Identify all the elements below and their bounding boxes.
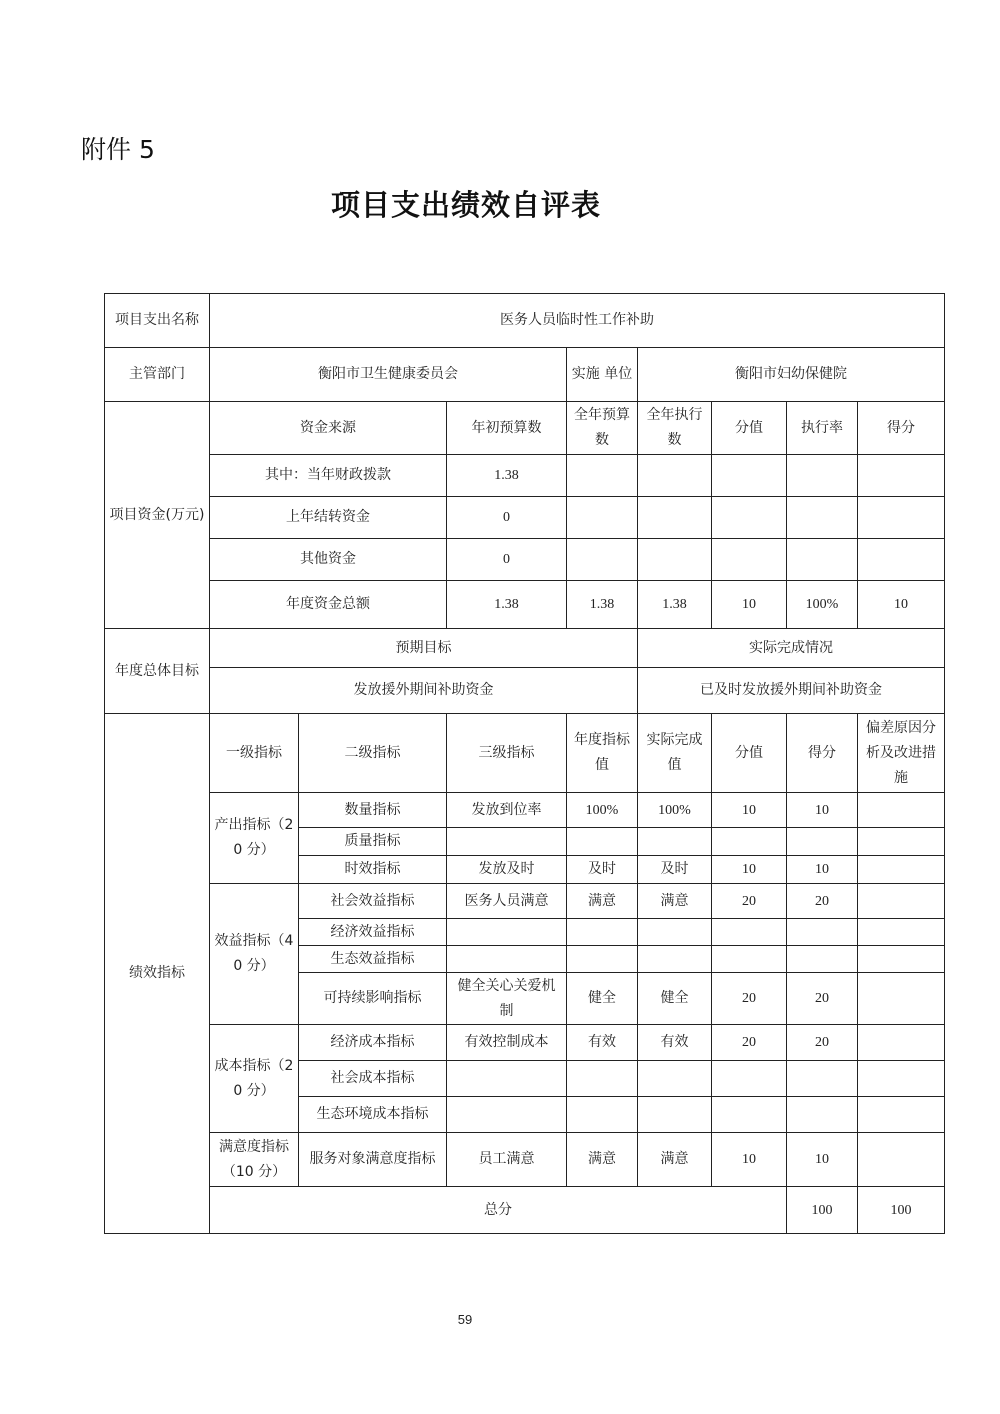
attachment-label: 附件 5 [81,135,155,164]
indicator-row [105,793,945,828]
funds-executed [638,539,712,581]
indicator-score [787,919,858,946]
indicator-actual [638,828,712,856]
funds-executed [638,497,712,539]
funds-score-value [712,455,787,497]
indicator-level2: 数量指标 [299,793,447,828]
indicator-score-value: 20 [712,973,787,1025]
implementing-unit-label: 实施 单位 [567,348,638,402]
funds-row [105,497,945,539]
indicator-target [567,946,638,973]
indicator-target: 100% [567,793,638,828]
indicator-score-value: 20 [712,1025,787,1061]
indicator-deviation [858,1097,945,1133]
funds-budget-full [567,539,638,581]
indicator-level3: 健全关心关爱机制 [447,973,567,1025]
funds-label: 项目资金(万元) [105,402,210,629]
funds-source: 其他资金 [210,539,447,581]
funds-exec-rate [787,455,858,497]
funds-budget-full [567,455,638,497]
indicator-actual [638,1061,712,1097]
indicator-level2: 服务对象满意度指标 [299,1133,447,1187]
indicator-score-value [712,946,787,973]
funds-row [105,539,945,581]
self-evaluation-table [104,293,945,1234]
indicator-level3: 医务人员满意 [447,884,567,919]
indicator-level2: 社会效益指标 [299,884,447,919]
indicator-score-value [712,919,787,946]
funds-score [858,539,945,581]
indicator-target [567,828,638,856]
indicator-score [787,946,858,973]
indicator-score-value [712,1097,787,1133]
funds-source: 其中：当年财政拨款 [210,455,447,497]
total-score: 100 [858,1187,945,1234]
indicator-level3 [447,946,567,973]
indicator-score-value [712,828,787,856]
funds-header-source: 资金来源 [210,402,447,455]
indicator-header-row [105,714,945,793]
indicator-score: 20 [787,1025,858,1061]
header-annual-target: 年度指标值 [567,714,638,793]
indicator-actual: 健全 [638,973,712,1025]
funds-budget-start: 0 [447,497,567,539]
indicator-deviation [858,856,945,884]
indicator-actual [638,946,712,973]
header-score: 得分 [787,714,858,793]
funds-score-value [712,539,787,581]
indicator-score-value: 20 [712,884,787,919]
indicator-level2: 可持续影响指标 [299,973,447,1025]
indicator-group-label: 成本指标（20 分） [210,1025,299,1133]
funds-row [105,455,945,497]
performance-label: 绩效指标 [105,714,210,1234]
indicator-actual: 有效 [638,1025,712,1061]
funds-budget-full: 1.38 [567,581,638,629]
indicator-level2: 社会成本指标 [299,1061,447,1097]
indicator-row [105,1025,945,1061]
total-score-value: 100 [787,1187,858,1234]
indicator-level3 [447,1061,567,1097]
funds-score [858,455,945,497]
header-score-value: 分值 [712,714,787,793]
indicator-score: 10 [787,856,858,884]
indicator-level3: 员工满意 [447,1133,567,1187]
indicator-level3 [447,919,567,946]
funds-exec-rate [787,539,858,581]
funds-score: 10 [858,581,945,629]
indicator-target [567,1061,638,1097]
indicator-score: 20 [787,973,858,1025]
funds-header-score: 得分 [858,402,945,455]
implementing-unit-value: 衡阳市妇幼保健院 [638,348,945,402]
funds-header-exec-rate: 执行率 [787,402,858,455]
indicator-level2: 质量指标 [299,828,447,856]
indicator-level2: 时效指标 [299,856,447,884]
indicator-deviation [858,1025,945,1061]
indicator-score-value [712,1061,787,1097]
funds-budget-start: 1.38 [447,581,567,629]
department-row [105,348,945,402]
indicator-deviation [858,884,945,919]
indicator-group-label: 效益指标（40 分） [210,884,299,1025]
indicator-group-label: 满意度指标（10 分） [210,1133,299,1187]
header-actual-value: 实际完成值 [638,714,712,793]
department-label: 主管部门 [105,348,210,402]
indicator-level3 [447,828,567,856]
indicator-score [787,828,858,856]
total-row [105,1187,945,1234]
indicator-deviation [858,919,945,946]
indicator-row [105,1133,945,1187]
indicator-actual: 及时 [638,856,712,884]
header-level3: 三级指标 [447,714,567,793]
indicator-group-label: 产出指标（20 分） [210,793,299,884]
indicator-deviation [858,828,945,856]
project-name-value: 医务人员临时性工作补助 [210,294,945,348]
page-number: 59 [457,1312,473,1327]
indicator-deviation [858,1061,945,1097]
indicator-target: 及时 [567,856,638,884]
indicator-target: 满意 [567,884,638,919]
goals-label: 年度总体目标 [105,629,210,714]
funds-budget-start: 1.38 [447,455,567,497]
indicator-deviation [858,946,945,973]
indicator-actual: 100% [638,793,712,828]
goals-actual: 已及时发放援外期间补助资金 [638,668,945,714]
funds-source: 年度资金总额 [210,581,447,629]
indicator-target: 有效 [567,1025,638,1061]
indicator-target: 健全 [567,973,638,1025]
indicator-deviation [858,1133,945,1187]
page-title: 项目支出绩效自评表 [330,188,601,222]
funds-exec-rate [787,497,858,539]
indicator-score: 10 [787,793,858,828]
funds-score-value: 10 [712,581,787,629]
funds-header-score-value: 分值 [712,402,787,455]
indicator-level3 [447,1097,567,1133]
indicator-level2: 生态效益指标 [299,946,447,973]
header-level1: 一级指标 [210,714,299,793]
indicator-deviation [858,973,945,1025]
indicator-score [787,1061,858,1097]
indicator-target: 满意 [567,1133,638,1187]
funds-header-row [105,402,945,455]
indicator-level2: 生态环境成本指标 [299,1097,447,1133]
project-name-row [105,294,945,348]
indicator-actual [638,919,712,946]
header-level2: 二级指标 [299,714,447,793]
indicator-level3: 有效控制成本 [447,1025,567,1061]
indicator-level3: 发放及时 [447,856,567,884]
indicator-actual: 满意 [638,1133,712,1187]
funds-executed: 1.38 [638,581,712,629]
funds-header-budget-start: 年初预算数 [447,402,567,455]
department-value: 衡阳市卫生健康委员会 [210,348,567,402]
funds-header-budget-full: 全年预算数 [567,402,638,455]
funds-header-executed: 全年执行数 [638,402,712,455]
funds-budget-start: 0 [447,539,567,581]
indicator-score: 20 [787,884,858,919]
funds-total-row [105,581,945,629]
funds-score [858,497,945,539]
indicator-row [105,884,945,919]
indicator-score [787,1097,858,1133]
indicator-level2: 经济效益指标 [299,919,447,946]
indicator-score-value: 10 [712,793,787,828]
header-deviation: 偏差原因分析及改进措施 [858,714,945,793]
total-label: 总分 [210,1187,787,1234]
indicator-actual: 满意 [638,884,712,919]
indicator-actual [638,1097,712,1133]
indicator-score: 10 [787,1133,858,1187]
indicator-score-value: 10 [712,1133,787,1187]
funds-source: 上年结转资金 [210,497,447,539]
indicator-score-value: 10 [712,856,787,884]
indicator-target [567,1097,638,1133]
goals-actual-header: 实际完成情况 [638,629,945,668]
indicator-level2: 经济成本指标 [299,1025,447,1061]
funds-executed [638,455,712,497]
goals-row [105,668,945,714]
goals-header-row [105,629,945,668]
funds-budget-full [567,497,638,539]
goals-expected: 发放援外期间补助资金 [210,668,638,714]
indicator-target [567,919,638,946]
indicator-deviation [858,793,945,828]
project-name-label: 项目支出名称 [105,294,210,348]
funds-score-value [712,497,787,539]
indicator-level3: 发放到位率 [447,793,567,828]
goals-expected-header: 预期目标 [210,629,638,668]
funds-exec-rate: 100% [787,581,858,629]
